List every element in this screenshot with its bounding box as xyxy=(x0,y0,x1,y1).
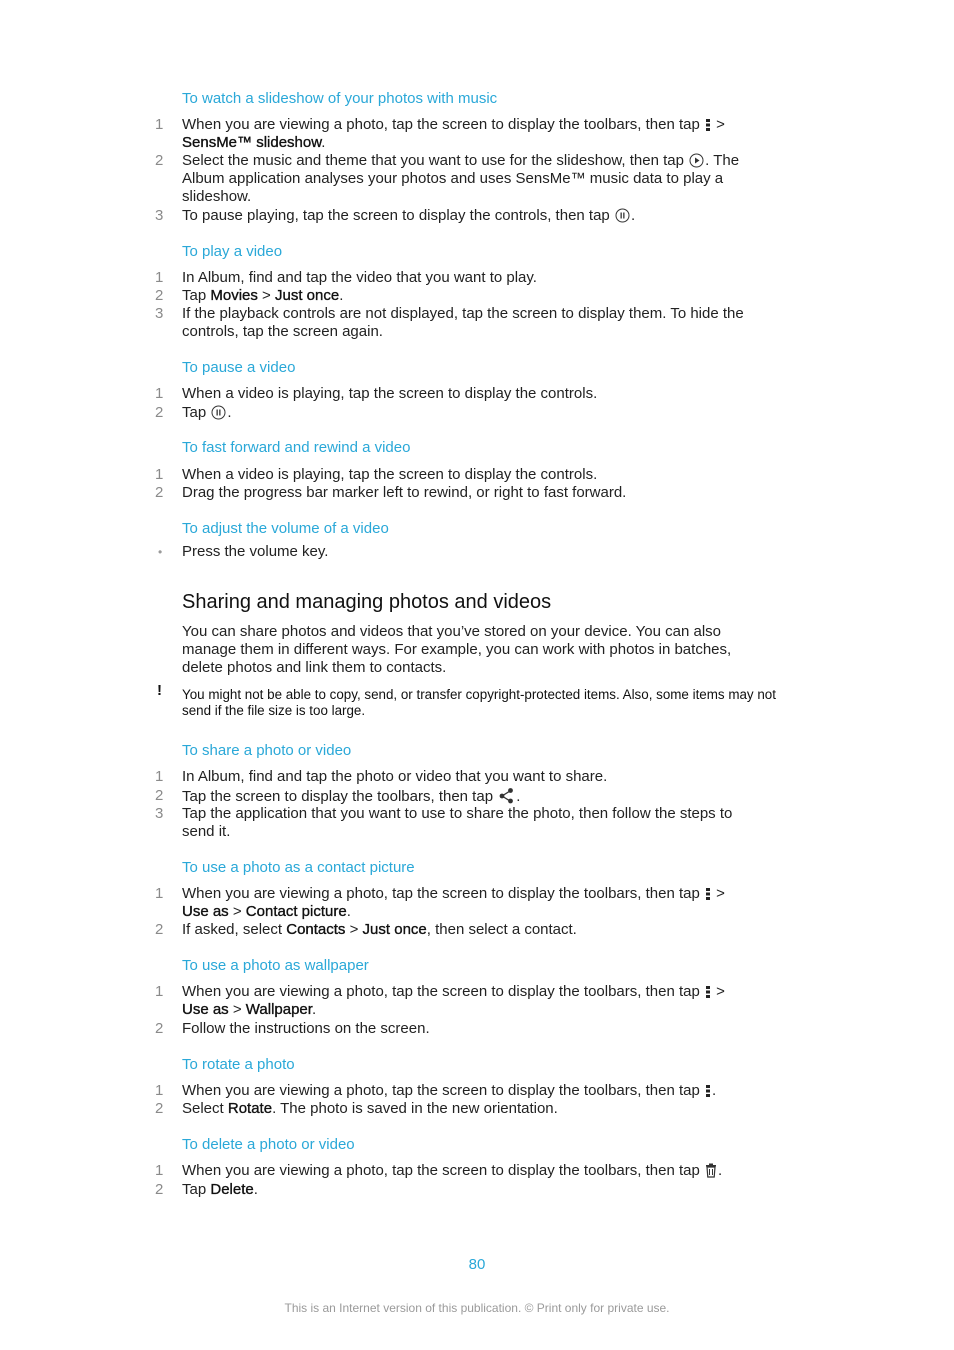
heading-fast-forward: To fast forward and rewind a video xyxy=(182,439,411,456)
footer-notice: This is an Internet version of this publication. © Print only for private use. xyxy=(284,1301,670,1315)
step-number: 1 xyxy=(155,385,164,402)
step-text: When you are viewing a photo, tap the screen to display the toolbars, then tap > SensMe™ slideshow. xyxy=(182,116,725,151)
step-number: 1 xyxy=(155,116,164,133)
step-number: 3 xyxy=(155,207,164,224)
menu-dots-icon xyxy=(705,985,711,999)
heading-slideshow: To watch a slideshow of your photos with music xyxy=(182,90,498,107)
step-number: 2 xyxy=(155,404,164,421)
step-text: Tap . xyxy=(182,404,232,421)
step-number: 1 xyxy=(155,885,164,902)
heading-share: To share a photo or video xyxy=(182,742,352,759)
menu-dots-icon xyxy=(705,887,711,901)
step-text: When you are viewing a photo, tap the screen to display the toolbars, then tap > Use as > Wallpaper. xyxy=(182,983,725,1018)
step-number: 2 xyxy=(155,1020,164,1037)
heading-delete: To delete a photo or video xyxy=(182,1136,355,1153)
heading-wallpaper: To use a photo as wallpaper xyxy=(182,957,369,974)
play-icon xyxy=(689,153,704,168)
step-number: 1 xyxy=(155,983,164,1000)
step-text: Select Rotate. The photo is saved in the new orientation. xyxy=(182,1100,558,1117)
warning-icon: ! xyxy=(157,682,162,699)
heading-contact-picture: To use a photo as a contact picture xyxy=(182,859,415,876)
step-text: To pause playing, tap the screen to display the controls, then tap . xyxy=(182,207,636,224)
step-text: Follow the instructions on the screen. xyxy=(182,1020,430,1037)
step-number: 2 xyxy=(155,287,164,304)
heading-rotate: To rotate a photo xyxy=(182,1056,295,1073)
step-text: When you are viewing a photo, tap the screen to display the toolbars, then tap > Use as > Contact picture. xyxy=(182,885,725,920)
pause-icon xyxy=(615,208,630,223)
heading-pause-video: To pause a video xyxy=(182,359,296,376)
step-text: Select the music and theme that you want to use for the slideshow, then tap . The Album application analyses your photos and uses SensMe™ music data to play a slideshow. xyxy=(182,152,740,205)
step-text: When you are viewing a photo, tap the screen to display the toolbars, then tap . xyxy=(182,1082,717,1099)
page-number: 80 xyxy=(468,1256,486,1273)
share-icon xyxy=(498,787,515,804)
step-text: Drag the progress bar marker left to rewind, or right to fast forward. xyxy=(182,484,627,501)
bullet-text: Press the volume key. xyxy=(182,543,329,560)
step-number: 2 xyxy=(155,484,164,501)
section-paragraph: You can share photos and videos that you’ve stored on your device. You can also manage them in different ways. For example, you can work with photos in batches, delete photos and link them to contacts. xyxy=(182,623,732,676)
step-number: 3 xyxy=(155,805,164,822)
section-heading: Sharing and managing photos and videos xyxy=(182,591,552,613)
warning-note: You might not be able to copy, send, or transfer copyright-protected items. Also, some items may not send if the file size is too large. xyxy=(182,687,776,718)
step-text: When a video is playing, tap the screen to display the controls. xyxy=(182,466,598,483)
step-number: 2 xyxy=(155,921,164,938)
step-text: Tap the screen to display the toolbars, then tap . xyxy=(182,788,521,805)
step-number: 2 xyxy=(155,787,164,804)
step-text: Tap Delete. xyxy=(182,1181,258,1198)
step-number: 2 xyxy=(155,1181,164,1198)
step-number: 1 xyxy=(155,1162,164,1179)
step-text: Tap the application that you want to use to share the photo, then follow the steps to send it. xyxy=(182,805,733,840)
step-text: When you are viewing a photo, tap the screen to display the toolbars, then tap . xyxy=(182,1162,723,1179)
step-number: 3 xyxy=(155,305,164,322)
step-text: Tap Movies > Just once. xyxy=(182,287,344,304)
step-number: 1 xyxy=(155,1082,164,1099)
step-number: 1 xyxy=(155,768,164,785)
heading-volume: To adjust the volume of a video xyxy=(182,520,389,537)
step-number: 1 xyxy=(155,269,164,286)
step-number: 2 xyxy=(155,1100,164,1117)
trash-icon xyxy=(705,1163,717,1178)
menu-dots-icon xyxy=(705,1084,711,1098)
step-text: In Album, find and tap the photo or video that you want to share. xyxy=(182,768,608,785)
step-text: When a video is playing, tap the screen to display the controls. xyxy=(182,385,598,402)
pause-icon xyxy=(211,405,226,420)
heading-play-video: To play a video xyxy=(182,243,283,260)
step-number: 2 xyxy=(155,152,164,169)
menu-dots-icon xyxy=(705,118,711,132)
bullet-mark: • xyxy=(158,545,163,559)
step-text: In Album, find and tap the video that you want to play. xyxy=(182,269,537,286)
step-text: If the playback controls are not displayed, tap the screen to display them. To hide the controls, tap the screen again. xyxy=(182,305,744,340)
step-number: 1 xyxy=(155,466,164,483)
step-text: If asked, select Contacts > Just once, then select a contact. xyxy=(182,921,577,938)
